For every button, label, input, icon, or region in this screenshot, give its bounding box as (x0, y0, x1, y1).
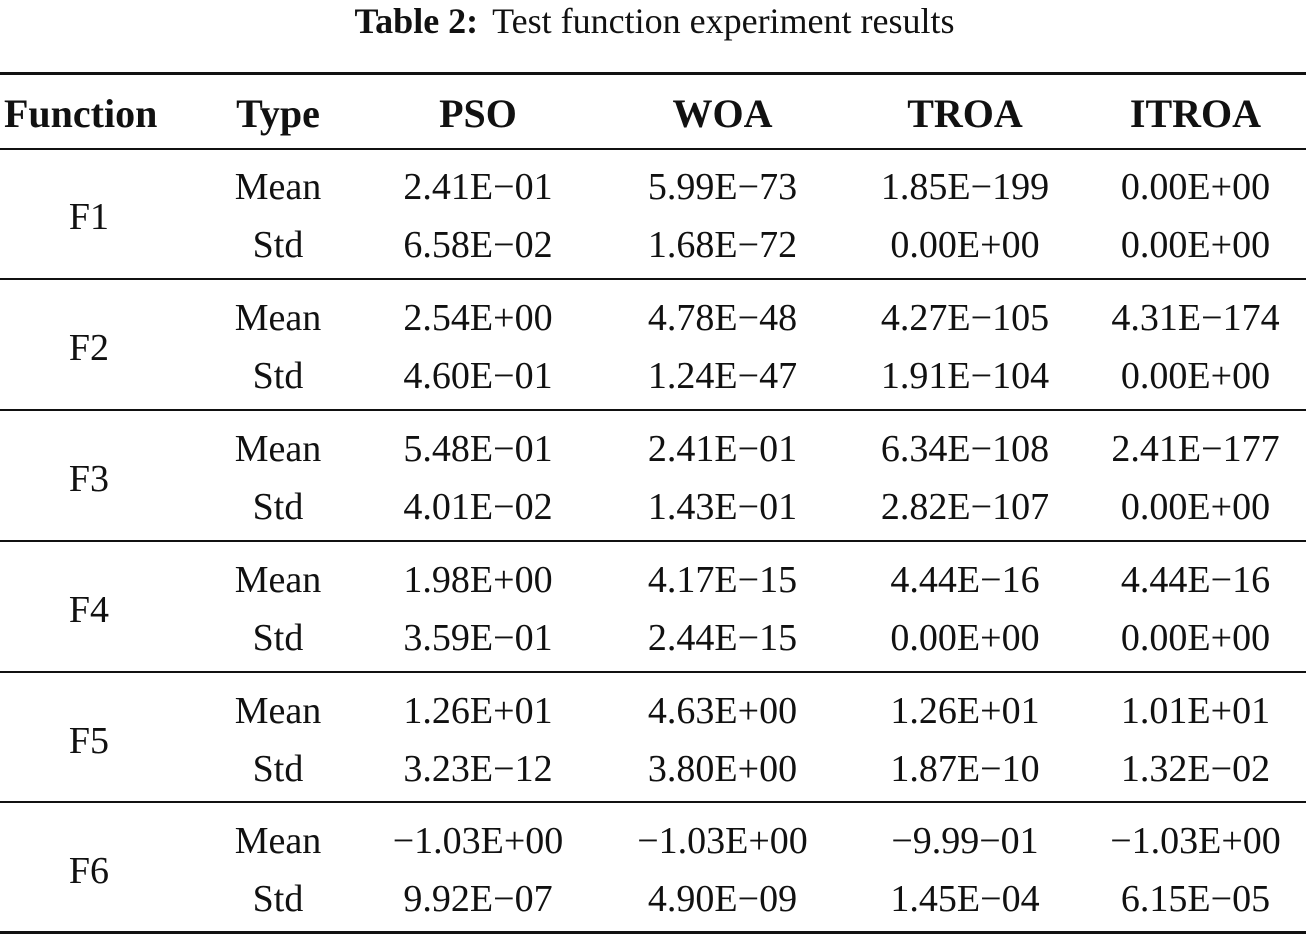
table-caption-label: Table 2: (354, 1, 479, 41)
group-divider (0, 671, 1306, 673)
value-cell-itroa: 1.32E−02 (1120, 748, 1271, 790)
value-cell-troa: 6.34E−108 (880, 428, 1050, 470)
value-cell-woa: 1.43E−01 (647, 486, 798, 528)
value-cell-troa: 2.82E−107 (880, 486, 1050, 528)
header-itroa: ITROA (1129, 91, 1262, 136)
value-cell-woa: 5.99E−73 (647, 166, 798, 208)
value-cell-pso: −1.03E+00 (392, 820, 564, 862)
value-cell-itroa: −1.03E+00 (1110, 820, 1281, 862)
value-cell-woa: 1.68E−72 (647, 224, 798, 266)
function-cell: F4 (68, 589, 110, 631)
value-cell-itroa: 0.00E+00 (1120, 486, 1271, 528)
value-cell-itroa: 4.44E−16 (1120, 559, 1271, 601)
value-cell-troa: −9.99−01 (891, 820, 1039, 862)
header-woa: WOA (672, 91, 773, 136)
group-divider (0, 540, 1306, 542)
value-cell-troa: 1.26E+01 (890, 690, 1040, 732)
function-cell: F5 (68, 720, 110, 762)
group-divider (0, 278, 1306, 280)
type-cell: Mean (234, 820, 322, 862)
function-cell: F6 (68, 850, 110, 892)
type-cell: Std (252, 486, 304, 528)
table-header-row (0, 78, 1306, 150)
type-cell: Std (252, 748, 304, 790)
table-group-f6 (0, 806, 1306, 936)
table-caption-text: Test function experiment results (492, 1, 955, 41)
value-cell-itroa: 0.00E+00 (1120, 617, 1271, 659)
group-divider (0, 801, 1306, 803)
value-cell-pso: 4.60E−01 (403, 355, 553, 397)
value-cell-woa: 4.90E−09 (647, 878, 798, 920)
type-cell: Mean (234, 690, 322, 732)
table-group-f1 (0, 152, 1306, 282)
value-cell-itroa: 1.01E+01 (1120, 690, 1271, 732)
function-cell: F2 (68, 327, 110, 369)
type-cell: Mean (234, 559, 322, 601)
header-troa: TROA (907, 91, 1023, 136)
value-cell-pso: 9.92E−07 (403, 878, 553, 920)
table-group-f5 (0, 676, 1306, 806)
header-rule (0, 148, 1306, 150)
value-cell-woa: 4.63E+00 (647, 690, 798, 732)
value-cell-itroa: 4.31E−174 (1111, 297, 1280, 339)
value-cell-itroa: 0.00E+00 (1120, 224, 1271, 266)
value-cell-woa: 2.44E−15 (647, 617, 798, 659)
table-group-f4 (0, 545, 1306, 675)
table-group-f2 (0, 283, 1306, 413)
value-cell-pso: 5.48E−01 (403, 428, 553, 470)
type-cell: Std (252, 878, 304, 920)
value-cell-woa: 4.78E−48 (647, 297, 798, 339)
table-group-f3 (0, 414, 1306, 544)
value-cell-woa: 2.41E−01 (647, 428, 798, 470)
value-cell-pso: 6.58E−02 (403, 224, 553, 266)
type-cell: Std (252, 617, 304, 659)
value-cell-pso: 2.54E+00 (403, 297, 553, 339)
value-cell-pso: 1.26E+01 (403, 690, 553, 732)
value-cell-troa: 0.00E+00 (890, 224, 1040, 266)
value-cell-troa: 1.91E−104 (880, 355, 1050, 397)
value-cell-troa: 1.87E−10 (890, 748, 1040, 790)
type-cell: Mean (234, 428, 322, 470)
table-caption (0, 0, 1309, 44)
value-cell-woa: −1.03E+00 (637, 820, 808, 862)
function-cell: F3 (68, 458, 110, 500)
bottom-rule (0, 931, 1306, 934)
value-cell-troa: 0.00E+00 (890, 617, 1040, 659)
group-divider (0, 409, 1306, 411)
type-cell: Std (252, 224, 304, 266)
type-cell: Mean (234, 297, 322, 339)
value-cell-woa: 4.17E−15 (647, 559, 798, 601)
value-cell-woa: 1.24E−47 (647, 355, 798, 397)
value-cell-woa: 3.80E+00 (647, 748, 798, 790)
header-function: Function (4, 91, 158, 136)
value-cell-itroa: 2.41E−177 (1111, 428, 1280, 470)
value-cell-troa: 1.45E−04 (890, 878, 1040, 920)
value-cell-itroa: 0.00E+00 (1120, 166, 1271, 208)
value-cell-troa: 4.27E−105 (880, 297, 1050, 339)
value-cell-pso: 1.98E+00 (403, 559, 553, 601)
function-cell: F1 (68, 196, 110, 238)
value-cell-itroa: 6.15E−05 (1120, 878, 1271, 920)
value-cell-pso: 2.41E−01 (403, 166, 553, 208)
value-cell-pso: 3.59E−01 (403, 617, 553, 659)
value-cell-pso: 4.01E−02 (403, 486, 553, 528)
header-type: Type (236, 91, 320, 136)
type-cell: Mean (234, 166, 322, 208)
type-cell: Std (252, 355, 304, 397)
value-cell-itroa: 0.00E+00 (1120, 355, 1271, 397)
header-pso: PSO (439, 91, 517, 136)
top-rule (0, 72, 1306, 75)
value-cell-troa: 1.85E−199 (880, 166, 1050, 208)
value-cell-troa: 4.44E−16 (890, 559, 1040, 601)
value-cell-pso: 3.23E−12 (403, 748, 553, 790)
